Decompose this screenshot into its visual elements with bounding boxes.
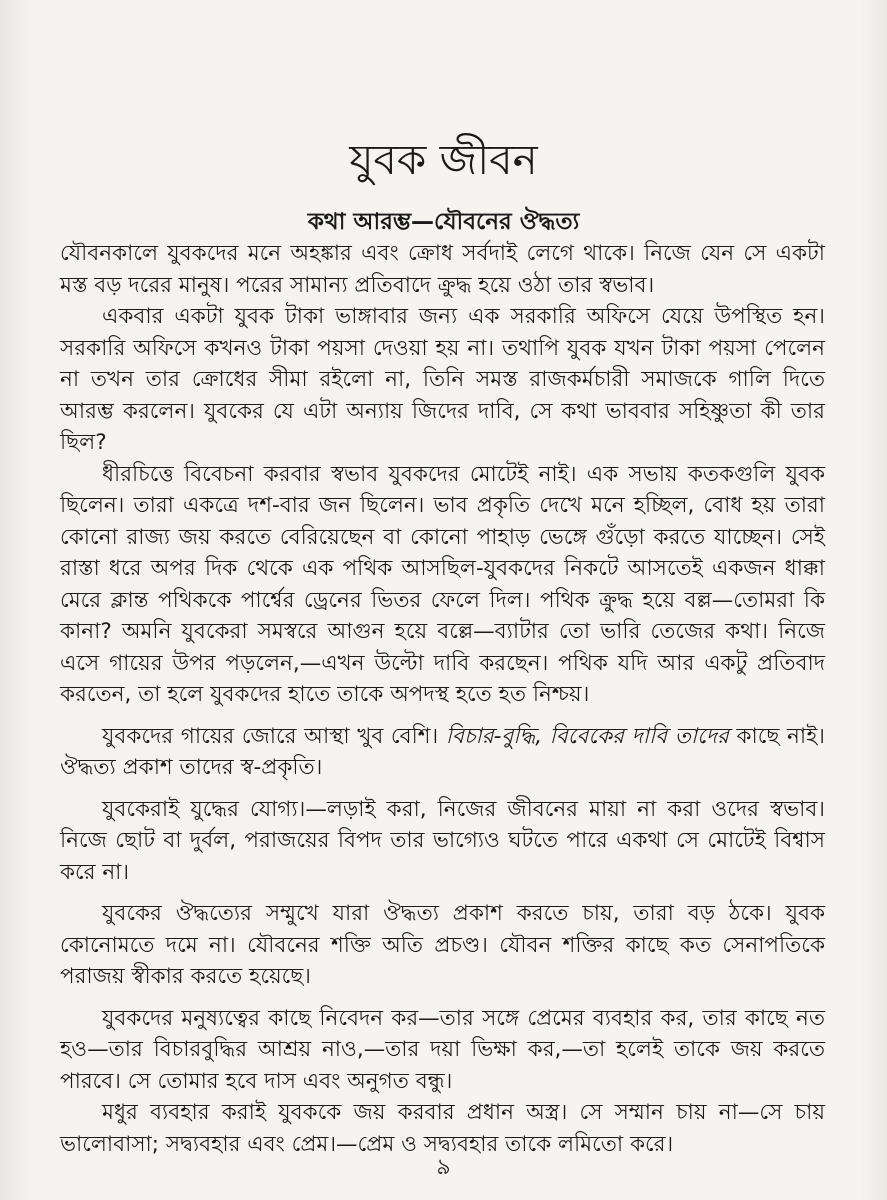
page-number: ৯ — [436, 1155, 451, 1180]
paragraph-4 — [60, 721, 825, 784]
section-subtitle: কথা আরম্ভ—যৌবনের ঔদ্ধত্য — [307, 209, 580, 235]
paragraph-8: মধুর ব্যবহার করাই যুবককে জয় করবার প্রধান অস্ত্র। সে সম্মান চায় না—সে চায় ভালোবাসা; সদ্ব্যবহার এবং প্রেম।—প্রেম ও সদ্ব্যবহার তাকে লমিতো করে। — [60, 1100, 825, 1157]
paragraph-4-end: কাছে নাই। ঔদ্ধত্য প্রকাশ তাদের স্ব-প্রকৃতি। — [60, 723, 825, 780]
paragraph-5: যুবকেরাই যুদ্ধের যোগ্য।—লড়াই করা, নিজের জীবনের মায়া না করা ওদের স্বভাব। নিজে ছোট বা দুর্বল, পরাজয়ের বিপদ তার ভাগ্যেও ঘটতে পারে একথা সে মোটেই বিশ্বাস করে না। — [60, 796, 825, 885]
paragraph-6: যুবকের ঔদ্ধত্যের সম্মুখে যারা ঔদ্ধত্য প্রকাশ করতে চায়, তারা বড় ঠকে। যুবক কোনোমতে দমে না। যৌবনের শক্তি অতি প্রচণ্ড। যৌবন শক্তির কাছে কত সেনাপতিকে পরাজয় স্বীকার করতে হয়েছে। — [60, 901, 825, 989]
chapter-title: যুবক জীবন — [349, 135, 538, 184]
paragraph-3: ধীরচিত্তে বিবেচনা করবার স্বভাব যুবকদের মোটেই নাই। এক সভায় কতকগুলি যুবক ছিলেন। তারা একত্রে দশ-বার জন ছিলেন। ভাব প্রকৃতি দেখে মনে হচ্ছিল, বোধ হয় তারা কোনো রাজ্য জয় করতে বেরিয়েছেন বা কোনো পাহাড় ভেঙ্গে গুঁড়ো করতে যাচ্ছেন। সেই রাস্তা ধরে অপর দিক থেকে এক পথিক আসছিল-যুবকদের নিকটে আসতেই একজন ধাক্কা মেরে ক্লান্ত পথিককে পার্শ্বের ড্রেনের ভিতর ফেলে দিল। পথিক ক্রুদ্ধ হয়ে বল্ল—তোমরা কি কানা? অমনি যুবকেরা সমস্বরে আগুন হয়ে বল্লে—ব্যাটার তো ভারি তেজের কথা। নিজে এসে গায়ের উপর পড়লেন,—এখন উল্টো দাবি করছেন। পথিক যদি আর একটু প্রতিবাদ করতেন, তা হলে যুবকদের হাতে তাকে অপদস্থ হতে হত নিশ্চয়। — [60, 461, 825, 707]
paragraph-2: একবার একটা যুবক টাকা ভাঙ্গাবার জন্য এক সরকারি অফিসে যেয়ে উপস্থিত হন। সরকারি অফিসে কখনও টাকা পয়সা দেওয়া হয় না। তথাপি যুবক যখন টাকা পয়সা পেলেন না তখন তার ক্রোধের সীমা রইলো না, তিনি সমস্ত রাজকর্মচারী সমাজকে গালি দিতে আরম্ভ করলেন। যুবকের যে এটা অন্যায় জিদের দাবি, সে কথা ভাববার সহিষ্ণুতা কী তার ছিল? — [60, 304, 825, 455]
paragraph-4-italic: বিচার-বুদ্ধি, বিবেকের দাবি তাদের — [445, 723, 729, 749]
paragraph-7: যুবকদের মনুষ্যত্বের কাছে নিবেদন কর—তার সঙ্গে প্রেমের ব্যবহার কর, তার কাছে নত হও—তার বিচারবুদ্ধির আশ্রয় নাও,—তার দয়া ভিক্ষা কর,—তা হলেই তাকে জয় করতে পারবে। সে তোমার হবে দাস এবং অনুগত বন্ধু। — [60, 1005, 825, 1094]
body-text — [60, 238, 825, 1160]
paragraph-1: যৌবনকালে যুবকদের মনে অহঙ্কার এবং ক্রোধ সর্বদাই লেগে থাকে। নিজে যেন সে একটা মস্ত বড় দরের মানুষ। পরের সামান্য প্রতিবাদে ক্রুদ্ধ হয়ে ওঠা তার স্বভাব। — [60, 241, 825, 298]
paragraph-4-start: যুবকদের গায়ের জোরে আস্থা খুব বেশি। — [102, 723, 439, 749]
